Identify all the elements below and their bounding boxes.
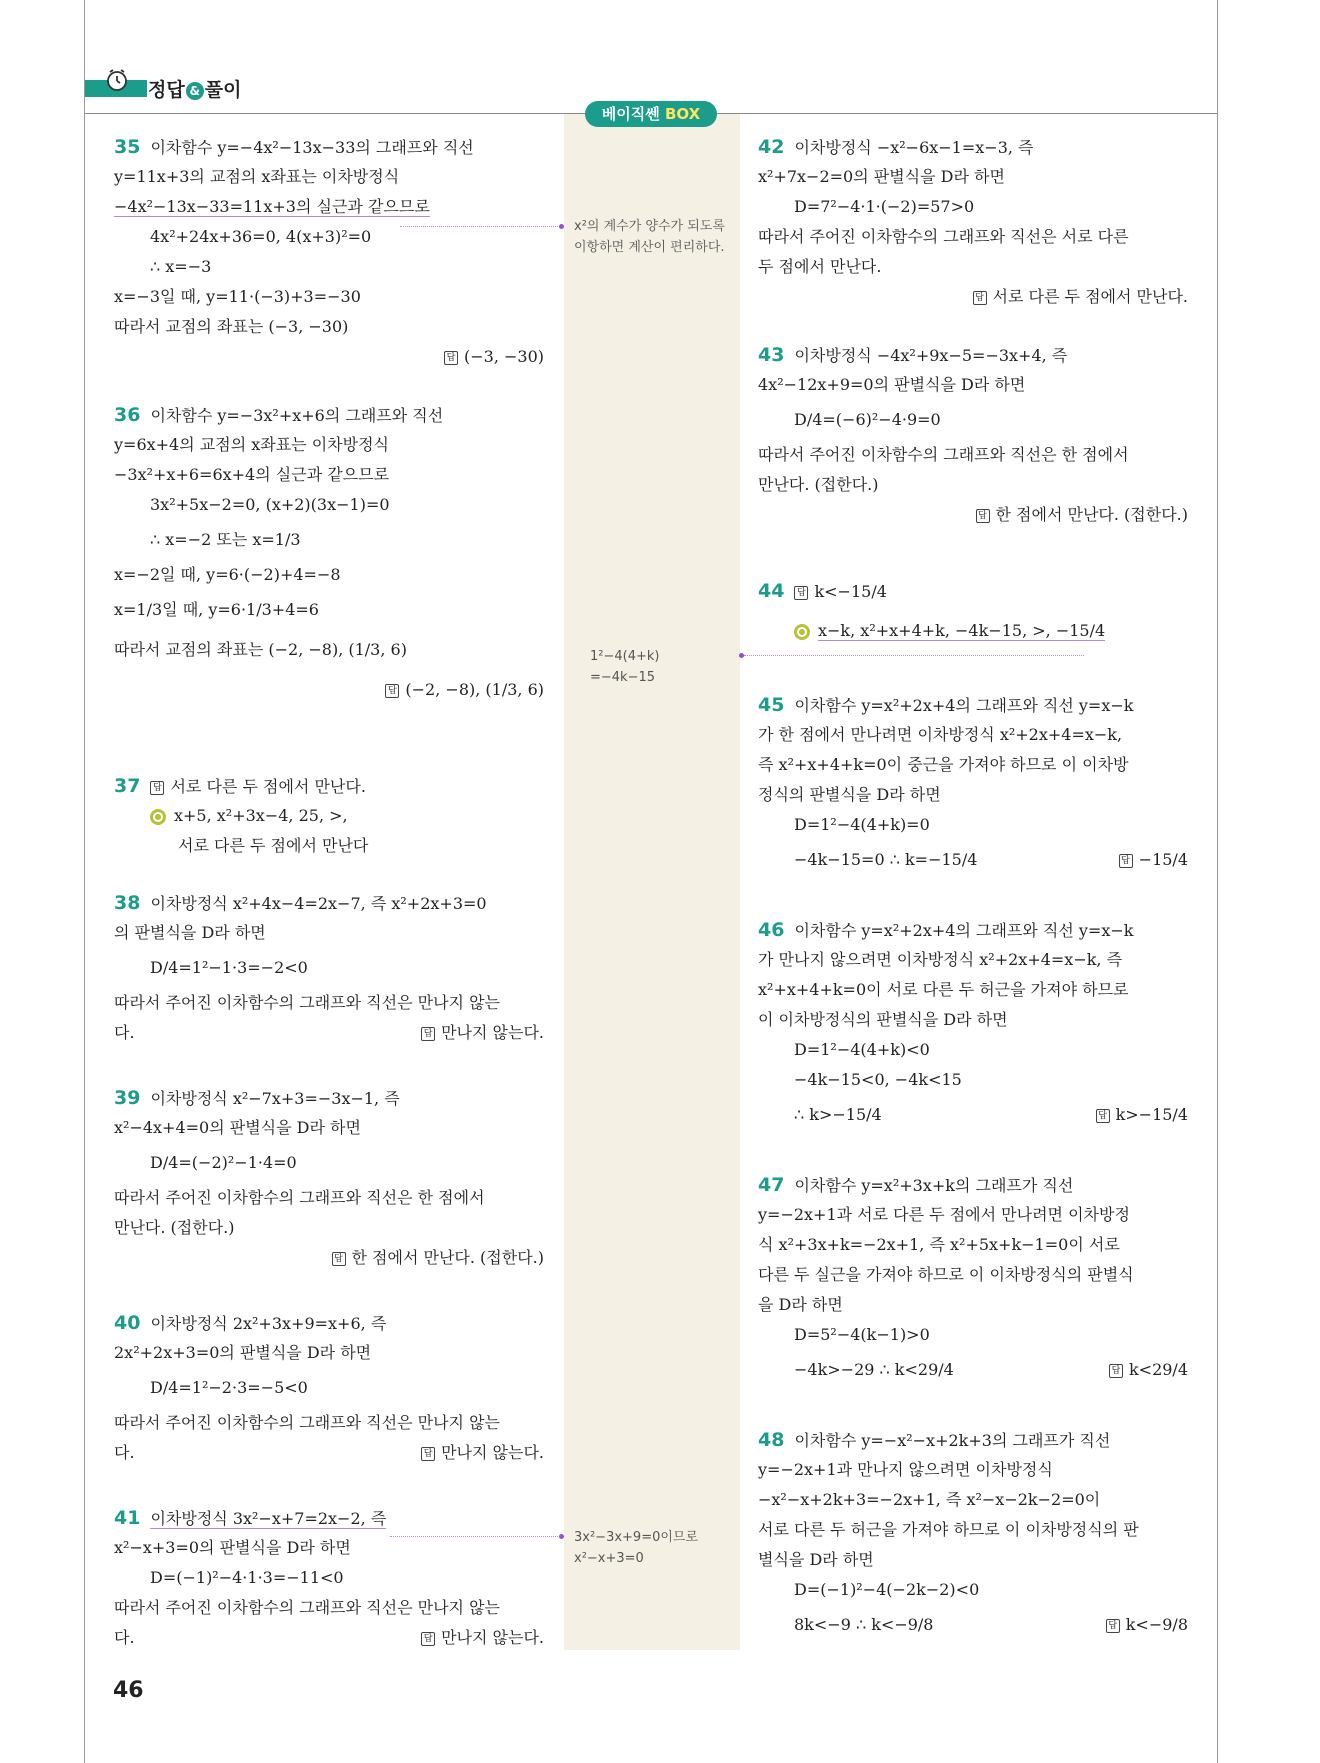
answer-icon: 답 [1109, 1364, 1123, 1378]
box-note: x²의 계수가 양수가 되도록 이항하면 계산이 편리하다. [574, 219, 725, 255]
solution-41: 41 이차방정식 3x²−x+7=2x−2, 즉 x²−x+3=0의 판별식을 D라 하면 D=(−1)²−4·1·3=−11<0 따라서 주어진 이차함수의 그래프와 직선은 만나지 않는 다. 답 만나지 않는다. [114, 1507, 544, 1647]
note-connector [744, 655, 1084, 656]
answer-icon: 답 [794, 586, 808, 600]
target-icon [794, 624, 810, 640]
answer-icon: 답 [444, 351, 458, 365]
answer-icon: 답 [150, 781, 164, 795]
basic-box-column [564, 114, 740, 1650]
solution-47: 47 이차함수 y=x²+3x+k의 그래프가 직선 y=−2x+1과 서로 다른 두 점에서 만나려면 이차방정 식 x²+3x+k=−2x+1, 즉 x²+5x+k−1=0이 서로 다른 두 실근을 가져야 하므로 이 이차방정식의 판별식 을 D라 하면 D=5²−4(k−1)>0 −4k>−29 ∴ k<29/4 답 k<29/4 [758, 1174, 1188, 1379]
solution-45: 45 이차함수 y=x²+2x+4의 그래프와 직선 y=x−k 가 한 점에서 만나려면 이차방정식 x²+2x+4=x−k, 즉 x²+x+4+k=0이 중근을 가져야 하므로 이 이차방 정식의 판별식을 D라 하면 D=1²−4(4+k)=0 −4k−15=0 ∴ k=−15/4 답 −15/4 [758, 694, 1188, 869]
answer-icon: 답 [1119, 854, 1133, 868]
answer-icon: 답 [973, 291, 987, 305]
ampersand-badge: & [186, 82, 204, 100]
box-note: 1²−4(4+k) =−4k−15 [590, 649, 660, 685]
solution-44: 44 답 k<−15/4 x−k, x²+x+4+k, −4k−15, >, −15/4 [758, 580, 1106, 640]
solution-46: 46 이차함수 y=x²+2x+4의 그래프와 직선 y=x−k 가 만나지 않으려면 이차방정식 x²+2x+4=x−k, 즉 x²+x+4+k=0이 서로 다른 두 허근을 가져야 하므로 이 이차방정식의 판별식을 D라 하면 D=1²−4(4+k)<0 −4k−15<0, −4k<15 ∴ k>−15/4 답 k>−15/4 [758, 919, 1188, 1124]
alarm-clock-icon [105, 68, 129, 92]
solution-38: 38 이차방정식 x²+4x−4=2x−7, 즉 x²+2x+3=0 의 판별식을 D라 하면 D/4=1²−1·3=−2<0 따라서 주어진 이차함수의 그래프와 직선은 만나지 않는 다. 답 만나지 않는다. [114, 892, 544, 1042]
solution-37: 37 답 서로 다른 두 점에서 만난다. x+5, x²+3x−4, 25, >, 서로 다른 두 점에서 만난다 [114, 775, 369, 855]
solution-40: 40 이차방정식 2x²+3x+9=x+6, 즉 2x²+2x+3=0의 판별식을 D라 하면 D/4=1²−2·3=−5<0 따라서 주어진 이차함수의 그래프와 직선은 만나지 않는 다. 답 만나지 않는다. [114, 1312, 544, 1462]
page-border-left [84, 0, 85, 1763]
answer-icon: 답 [421, 1027, 435, 1041]
solution-39: 39 이차방정식 x²−7x+3=−3x−1, 즉 x²−4x+4=0의 판별식을 D라 하면 D/4=(−2)²−1·4=0 따라서 주어진 이차함수의 그래프와 직선은 한 점에서 만난다. (접한다.) 답 한 점에서 만난다. (접한다.) [114, 1087, 544, 1267]
solution-48: 48 이차함수 y=−x²−x+2k+3의 그래프가 직선 y=−2x+1과 만나지 않으려면 이차방정식 −x²−x+2k+3=−2x+1, 즉 x²−x−2k−2=0이 서로 다른 두 허근을 가져야 하므로 이 이차방정식의 판 별식을 D라 하면 D=(−1)²−4(−2k−2)<0 8k<−9 ∴ k<−9/8 답 k<−9/8 [758, 1429, 1188, 1634]
page-number: 46 [113, 1678, 144, 1703]
connector-dot [739, 653, 744, 658]
answer-icon: 답 [1106, 1619, 1120, 1633]
solution-43: 43 이차방정식 −4x²+9x−5=−3x+4, 즉 4x²−12x+9=0의 판별식을 D라 하면 D/4=(−6)²−4·9=0 따라서 주어진 이차함수의 그래프와 직선은 한 점에서 만난다. (접한다.) 답 한 점에서 만난다. (접한다.) [758, 344, 1188, 524]
solution-36: 36 이차함수 y=−3x²+x+6의 그래프와 직선 y=6x+4의 교점의 x좌표는 이차방정식 −3x²+x+6=6x+4의 실근과 같으므로 3x²+5x−2=0, (x+2)(3x−1)=0 ∴ x=−2 또는 x=1/3 x=−2일 때, y=6·(−2)+4=−8 x=1/3일 때, y=6·1/3+4=6 따라서 교점의 좌표는 (−2, −8), (1/3, 6) 답 (−2, −8), (1/3, 6) [114, 404, 544, 699]
answer-icon: 답 [332, 1252, 346, 1266]
target-icon [150, 809, 166, 825]
answer-icon: 답 [1096, 1109, 1110, 1123]
answer-icon: 답 [385, 684, 399, 698]
page-title: 정답 & 풀이 [148, 79, 242, 101]
answer-icon: 답 [421, 1632, 435, 1646]
solution-42: 42 이차방정식 −x²−6x−1=x−3, 즉 x²+7x−2=0의 판별식을 D라 하면 D=7²−4·1·(−2)=57>0 따라서 주어진 이차함수의 그래프와 직선은 서로 다른 두 점에서 만난다. 답 서로 다른 두 점에서 만난다. [758, 136, 1188, 306]
solution-35: 35 이차함수 y=−4x²−13x−33의 그래프와 직선 y=11x+3의 교점의 x좌표는 이차방정식 −4x²−13x−33=11x+3의 실근과 같으므로 4x²+24x+36=0, 4(x+3)²=0 ∴ x=−3 x=−3일 때, y=11·(−3)+3=−30 따라서 교점의 좌표는 (−3, −30) 답 (−3, −30) [114, 136, 544, 366]
answer-icon: 답 [976, 509, 990, 523]
answer-icon: 답 [421, 1447, 435, 1461]
connector-dot [559, 1534, 564, 1539]
box-note: 3x²−3x+9=0이므로 x²−x+3=0 [574, 1530, 699, 1566]
basic-box-label: 베이직쎈 BOX [585, 101, 717, 127]
page-border-right [1217, 0, 1218, 1763]
connector-dot [559, 224, 564, 229]
